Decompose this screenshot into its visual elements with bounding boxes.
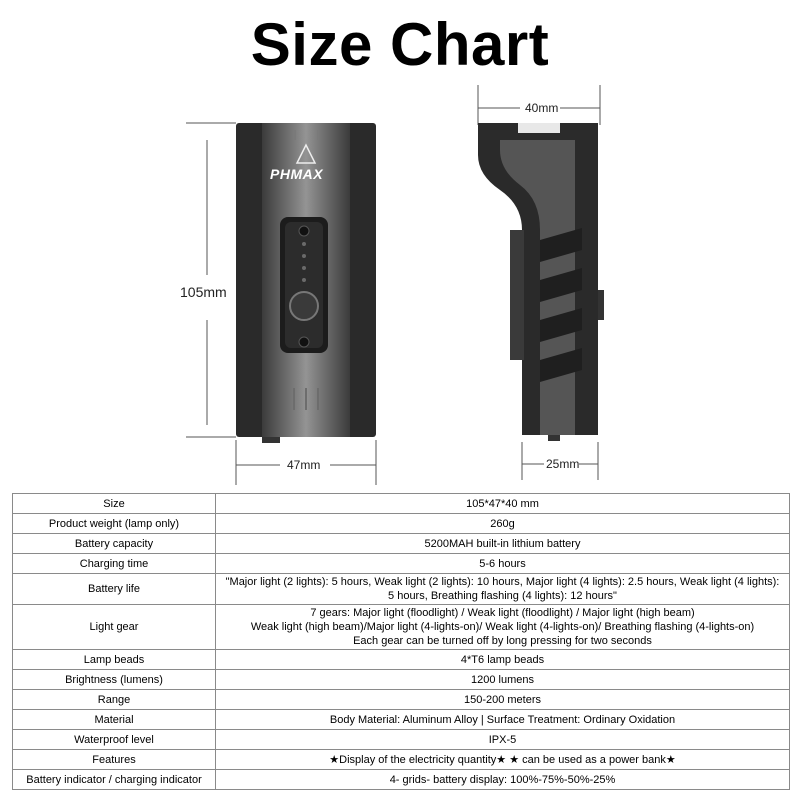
spec-key: Battery life — [13, 574, 216, 605]
spec-value-line: 1200 lumens — [471, 673, 534, 686]
spec-value-line: IPX-5 — [488, 733, 517, 746]
table-row — [13, 750, 790, 770]
table-row — [13, 710, 790, 730]
height-dimension-label: 105mm — [180, 284, 227, 300]
side-view — [478, 85, 604, 480]
spec-value-line: 7 gears: Major light (floodlight) / Weak light (floodlight) / Major light (high beam) — [310, 607, 695, 619]
table-row — [13, 730, 790, 750]
spec-value — [216, 770, 790, 790]
spec-key: Lamp beads — [13, 650, 216, 670]
spec-key: Light gear — [13, 605, 216, 650]
spec-value-line: 5200MAH built-in lithium battery — [424, 537, 581, 550]
table-row — [13, 514, 790, 534]
spec-table — [12, 493, 790, 790]
top-width-dimension-label: 40mm — [525, 101, 559, 115]
spec-value — [216, 574, 790, 605]
spec-key: Size — [13, 494, 216, 514]
spec-value-line: "Major light (2 lights): 5 hours, Weak light (2 lights): 10 hours, Major light (4 lights): 2.5 hours, Weak light (4 lights): — [225, 576, 780, 588]
table-row — [13, 650, 790, 670]
spec-value — [216, 690, 790, 710]
spec-key: Brightness (lumens) — [13, 670, 216, 690]
page-title: Size Chart — [250, 11, 550, 78]
spec-value-line: 5 hours, Breathing flashing (4 lights): 12 hours" — [388, 590, 617, 602]
spec-value-line: Body Material: Aluminum Alloy | Surface Treatment: Ordinary Oxidation — [329, 713, 676, 726]
spec-value — [216, 534, 790, 554]
spec-value — [216, 670, 790, 690]
table-row — [13, 670, 790, 690]
spec-value — [216, 514, 790, 534]
spec-value-line: 105*47*40 mm — [466, 497, 539, 510]
spec-value — [216, 494, 790, 514]
depth-dimension-label: 25mm — [546, 457, 580, 471]
spec-table-body — [13, 494, 790, 790]
spec-value-line: ★Display of the electricity quantity★ ★ can be used as a power bank★ — [329, 753, 676, 766]
spec-key: Charging time — [13, 554, 216, 574]
spec-key: Features — [13, 750, 216, 770]
spec-key: Waterproof level — [13, 730, 216, 750]
spec-value-line: Weak light (high beam)/Major light (4-lights-on)/ Weak light (4-lights-on)/ Breathing flashing (4-lights-on) — [250, 621, 755, 633]
table-row — [13, 494, 790, 514]
front-width-dimension-label: 47mm — [287, 458, 321, 472]
table-row — [13, 770, 790, 790]
table-row — [13, 605, 790, 650]
spec-key: Range — [13, 690, 216, 710]
spec-value — [216, 710, 790, 730]
spec-key: Material — [13, 710, 216, 730]
spec-key: Battery indicator / charging indicator — [13, 770, 216, 790]
spec-value — [216, 730, 790, 750]
spec-value-line: 5-6 hours — [479, 557, 526, 570]
spec-key: Product weight (lamp only) — [13, 514, 216, 534]
spec-value-line: 4- grids- battery display: 100%-75%-50%-25% — [389, 773, 616, 786]
spec-value-line: Each gear can be turned off by long pressing for two seconds — [353, 635, 652, 647]
product-dimension-figure — [0, 80, 800, 485]
spec-value — [216, 750, 790, 770]
spec-value-line: 150-200 meters — [463, 693, 542, 706]
brand-logo-text: PHMAX — [270, 166, 324, 182]
table-row — [13, 690, 790, 710]
spec-key: Battery capacity — [13, 534, 216, 554]
table-row — [13, 534, 790, 554]
spec-value-line: 260g — [490, 517, 515, 530]
spec-value-line: 4*T6 lamp beads — [460, 653, 545, 666]
spec-value — [216, 605, 790, 650]
spec-value — [216, 650, 790, 670]
table-row — [13, 554, 790, 574]
spec-value — [216, 554, 790, 574]
table-row — [13, 574, 790, 605]
product-drawings — [0, 80, 800, 485]
